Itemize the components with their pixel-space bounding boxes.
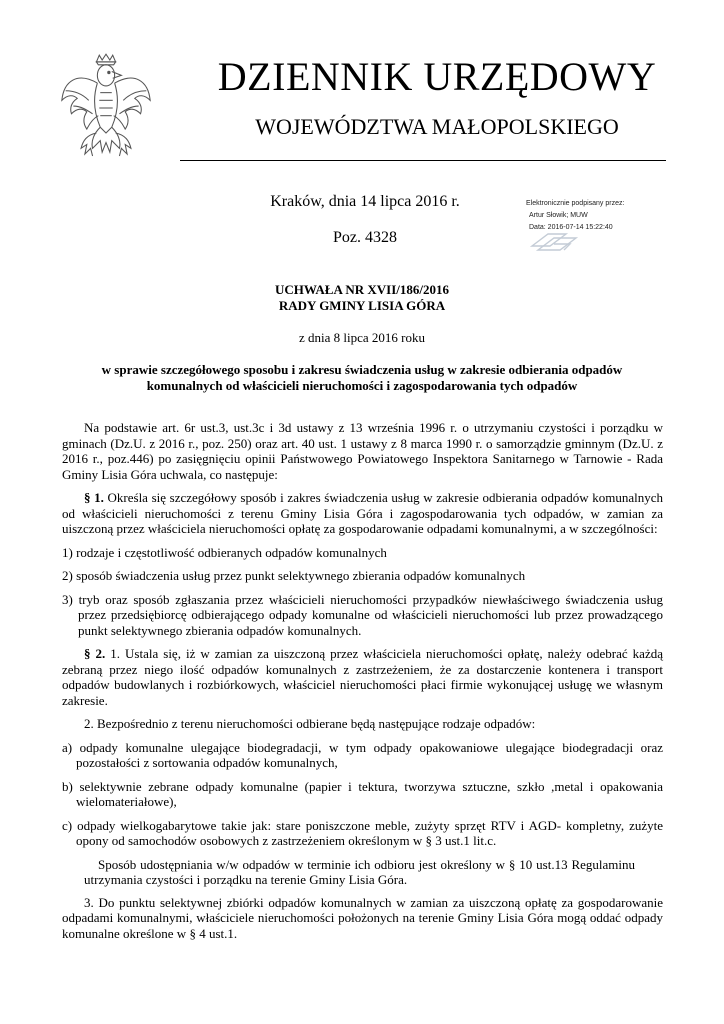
- resolution-body: RADY GMINY LISIA GÓRA: [278, 298, 446, 313]
- preamble: Na podstawie art. 6r ust.3, ust.3c i 3d ustawy z 13 września 1996 r. o utrzymaniu czystości i porządku w gminach (Dz.U. z 2016 r., poz. 250) oraz art. 40 ust. 1 ustawy z 8 marca 1990 r. o samorządzie gminnym (Dz.U. z 2016 r., poz.446) po zasięgnięciu opinii Państwowego Powiatowego Inspektora Sanitarnego w Tarnowie - Rada Gminy Lisia Góra uchwala, co następuje:: [62, 420, 663, 482]
- section-2-text: 1. Ustala się, iż w zamian za uiszczoną przez właściciela nieruchomości opłatę, należy odebrać każdą zebraną przez niego ilość odpadów komunalnych z zastrzeżeniem, że za dostarczenie kontenera i transport odpadów budowlanych i rozbiórkowych, właściciel nieruchomości płaci firmie wykonującej usługę we własnym zakresie.: [62, 646, 663, 708]
- resolution-date: z dnia 8 lipca 2016 roku: [299, 330, 425, 345]
- resolution-number: UCHWAŁA NR XVII/186/2016: [274, 282, 450, 297]
- section-2-mark: § 2.: [84, 646, 106, 661]
- section-2-note: Sposób udostępniania w/w odpadów w terminie ich odbioru jest określony w § 10 ust.13 Regulaminu utrzymania czystości i porządku na terenie Gminy Lisia Góra.: [84, 856, 635, 887]
- section-2-paragraph-3: 3. Do punktu selektywnej zbiórki odpadów komunalnych w zamian za uiszczoną opłatę za gospodarowanie odpadami komunalnymi, właściciele nieruchomości położonych na terenie Gminy Lisia Góra mogą oddać odpady komunalne określone w § 4 ust.1.: [62, 894, 663, 941]
- resolution-subject-line1: w sprawie szczegółowego sposobu i zakresu świadczenia usług w zakresie odbierania odpadów: [101, 362, 623, 377]
- publication-date: Kraków, dnia 14 lipca 2016 r.: [270, 193, 460, 210]
- section-1: [62, 490, 663, 537]
- list-item: 2) sposób świadczenia usług przez punkt selektywnego zbierania odpadów komunalnych: [62, 568, 526, 583]
- signature-date: Data: 2016-07-14 15:22:40: [529, 224, 613, 231]
- section-2: [62, 646, 663, 708]
- signature-signer: Artur Słowik; MUW: [529, 212, 588, 219]
- section-2-paragraph-2: 2. Bezpośrednio z terenu nieruchomości odbierane będą następujące rodzaje odpadów:: [84, 716, 536, 731]
- list-item: 1) rodzaje i częstotliwość odbieranych odpadów komunalnych: [62, 544, 387, 560]
- list-item: c) odpady wielkogabarytowe takie jak: stare poniszczone meble, zużyty sprzęt RTV i AGD- kompletny, zużyte opony od samochodów osobowych z zastrzeżeniem określonym w § 3 ust.1 lit.c.: [62, 817, 663, 848]
- signature-label: Elektronicznie podpisany przez:: [526, 200, 625, 207]
- list-item: 3) tryb oraz sposób zgłaszania przez właścicieli nieruchomości przypadków niewłaściwego świadczenia usług przez przedsiębiorcę odbierającego odpady komunalne od właścicieli nieruchomości lub przez prowadzącego punkt selektywnego zbierania odpadów komunalnych.: [62, 591, 663, 638]
- eagle-emblem-icon: [58, 52, 154, 164]
- list-item: b) selektywnie zebrane odpady komunalne (papier i tektura, tworzywa sztuczne, szkło ,metal i opakowania wielomateriałowe),: [62, 778, 663, 809]
- section-1-text: Określa się szczegółowy sposób i zakres świadczenia usług w zakresie odbierania odpadów komunalnych od właścicieli nieruchomości z terenu Gminy Lisia Góra i zagospodarowania tych odpadów, w zamian za uiszczoną przez właściciela nieruchomości opłatę za gospodarowanie odpadami komunalnymi, a w szczególności:: [62, 490, 663, 536]
- resolution-subject-line2: komunalnych od właścicieli nieruchomości i zagospodarowania tych odpadów: [146, 378, 578, 393]
- section-1-mark: § 1.: [84, 490, 104, 505]
- header-divider: [180, 160, 666, 161]
- signature-stamp-icon: [530, 228, 580, 256]
- document-body: [62, 420, 663, 941]
- journal-subtitle: WOJEWÓDZTWA MAŁOPOLSKIEGO: [255, 114, 619, 139]
- position-number: Poz. 4328: [333, 229, 397, 246]
- journal-title: DZIENNIK URZĘDOWY: [217, 54, 657, 99]
- list-item: a) odpady komunalne ulegające biodegradacji, w tym odpady opakowaniowe ulegające biodegradacji oraz pozostałości z sortowania odpadów komunalnych,: [62, 739, 663, 770]
